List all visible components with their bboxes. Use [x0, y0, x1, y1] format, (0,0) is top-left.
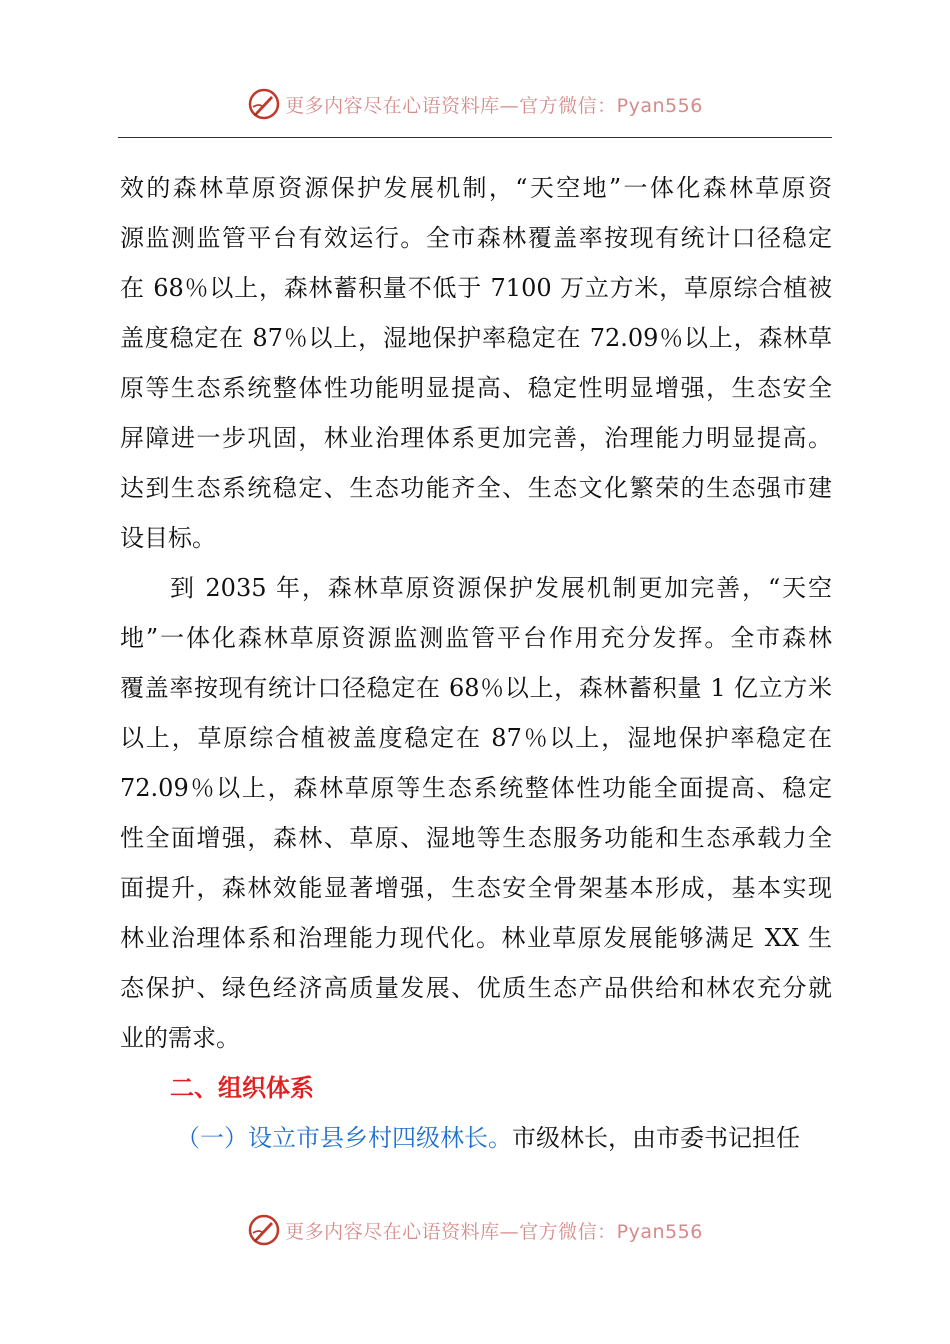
header-divider: [118, 137, 832, 138]
pen-logo-icon: [247, 1213, 281, 1247]
text-line: 到 2035 年，森林草原资源保护发展机制更加完善，“天空: [170, 574, 832, 602]
document-body: [120, 163, 832, 1163]
text-line: 屏障进一步巩固，林业治理体系更加完善，治理能力明显提高。: [120, 424, 832, 452]
text-line: 覆盖率按现有统计口径稳定在 68％以上，森林蓄积量 1 亿立方米: [120, 674, 832, 702]
text-line: 原等生态系统整体性功能明显提高、稳定性明显增强，生态安全: [120, 374, 832, 402]
text-line: 面提升，森林效能显著增强，生态安全骨架基本形成，基本实现: [120, 874, 832, 902]
text-line: 效的森林草原资源保护发展机制，“天空地”一体化森林草原资: [120, 174, 832, 202]
section-heading: 二、组织体系: [170, 1074, 314, 1102]
page-footer: [0, 1210, 950, 1250]
subsection-text: 市级林长，由市委书记担任: [512, 1124, 800, 1152]
subsection-title: （一）设立市县乡村四级林长。: [176, 1124, 512, 1152]
header-wechat-id: Pyan556: [616, 94, 703, 117]
text-line: 盖度稳定在 87％以上，湿地保护率稳定在 72.09％以上，森林草: [120, 324, 832, 352]
text-line: 林业治理体系和治理能力现代化。林业草原发展能够满足 XX 生: [120, 924, 832, 952]
subsection-line: [120, 1113, 832, 1163]
text-line: 源监测监管平台有效运行。全市森林覆盖率按现有统计口径稳定: [120, 224, 832, 252]
text-line: 在 68％以上，森林蓄积量不低于 7100 万立方米，草原综合植被: [120, 274, 832, 302]
text-line: 以上，草原综合植被盖度稳定在 87％以上，湿地保护率稳定在: [120, 724, 832, 752]
text-line: 设目标。: [120, 524, 216, 552]
text-line: 达到生态系统稳定、生态功能齐全、生态文化繁荣的生态强市建: [120, 474, 832, 502]
text-line: 态保护、绿色经济高质量发展、优质生态产品供给和林农充分就: [120, 974, 832, 1002]
text-line: 地”一体化森林草原资源监测监管平台作用充分发挥。全市森林: [120, 624, 832, 652]
paragraph-1: [120, 163, 832, 563]
page-header: [0, 84, 950, 124]
header-brand-text: 更多内容尽在心语资料库—官方微信：Pyan556: [285, 94, 703, 117]
text-line: 72.09％以上，森林草原等生态系统整体性功能全面提高、稳定: [120, 774, 832, 802]
text-line: 业的需求。: [120, 1024, 240, 1052]
footer-brand-text: 更多内容尽在心语资料库—官方微信：Pyan556: [285, 1220, 703, 1243]
footer-wechat-id: Pyan556: [616, 1220, 703, 1243]
pen-logo-icon: [247, 87, 281, 121]
paragraph-2: [120, 563, 832, 1063]
text-line: 性全面增强，森林、草原、湿地等生态服务功能和生态承载力全: [120, 824, 832, 852]
